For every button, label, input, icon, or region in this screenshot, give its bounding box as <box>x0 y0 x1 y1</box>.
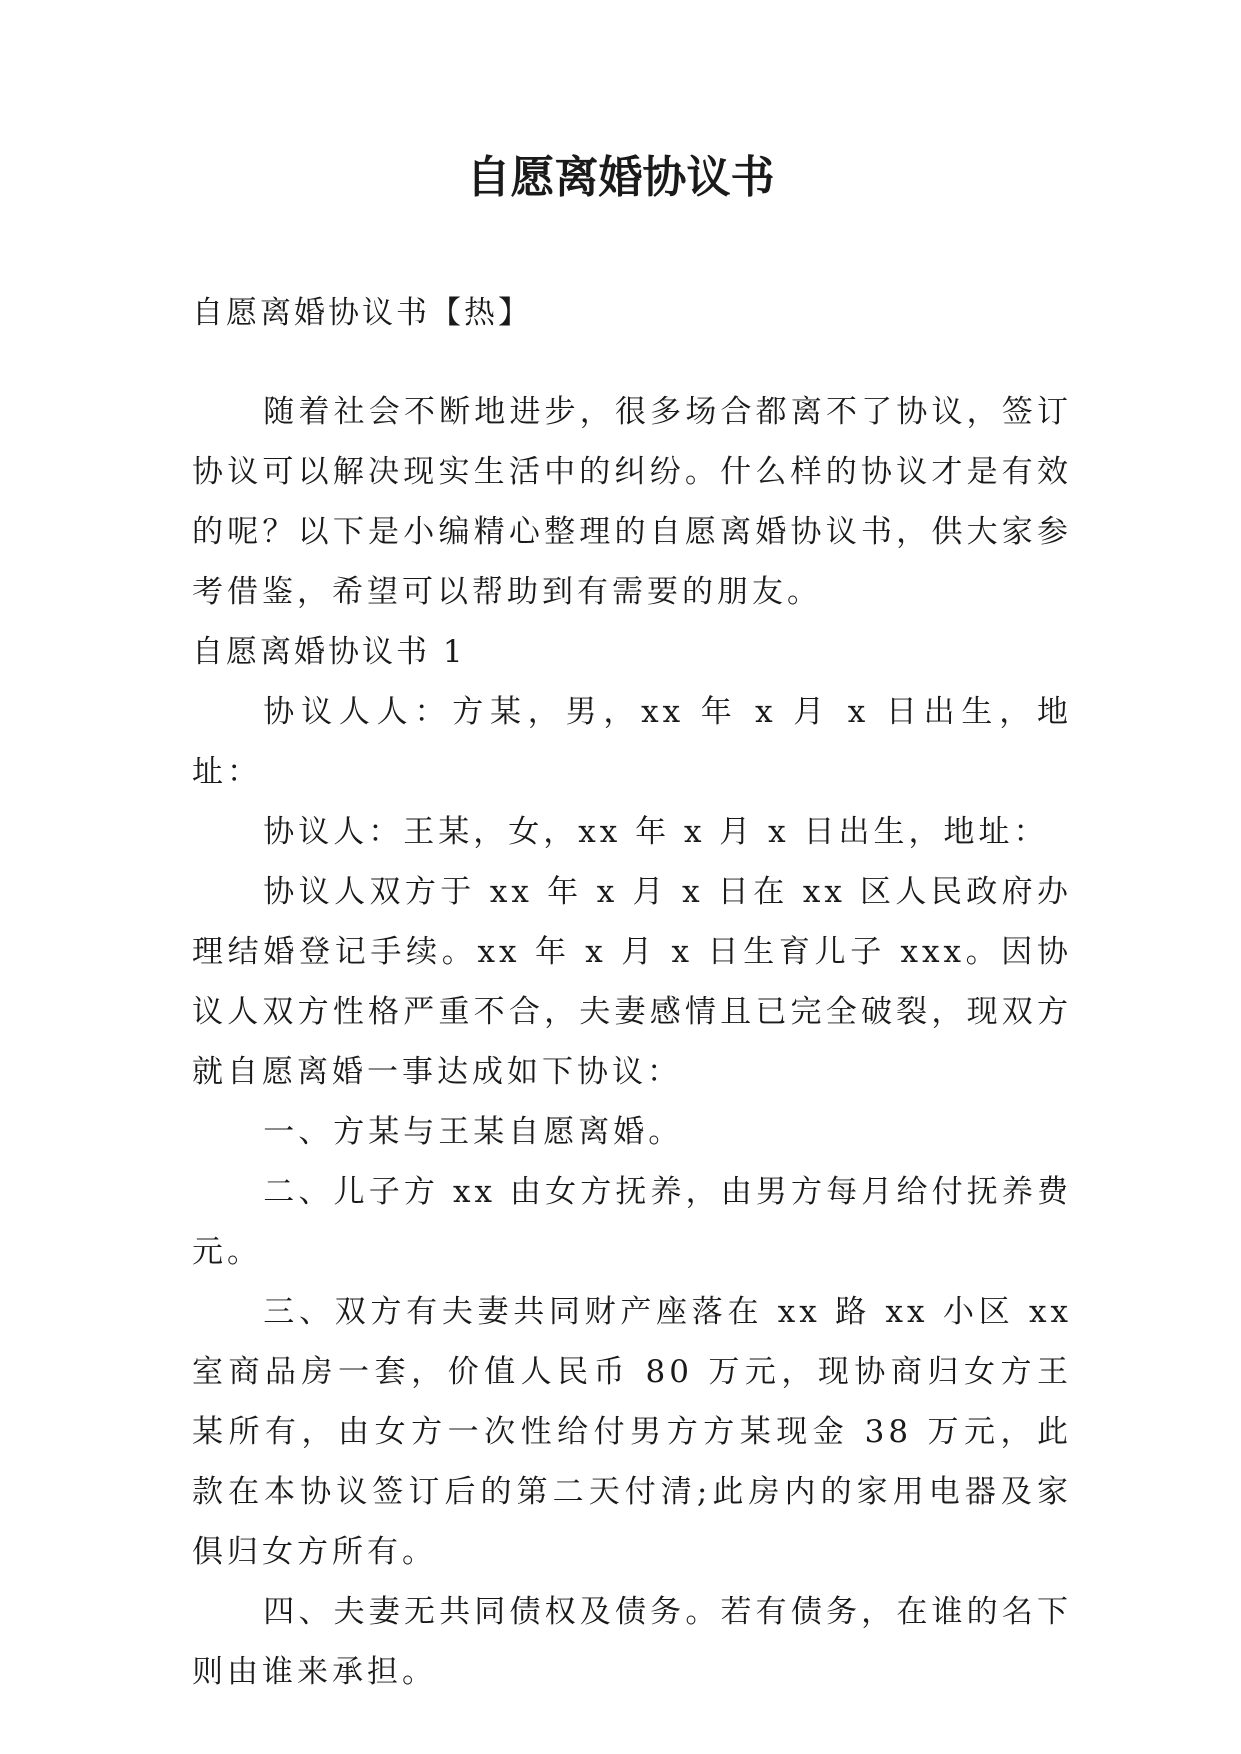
document-title: 自愿离婚协议书 <box>466 152 775 203</box>
party-b-paragraph: 协议人：王某，女，xx 年 x 月 x 日出生，地址： <box>263 814 1049 850</box>
party-a-paragraph: 协议人人：方某，男，xx 年 x 月 x 日出生，地址： <box>192 694 1072 790</box>
clause-1-paragraph: 一、方某与王某自愿离婚。 <box>263 1114 684 1150</box>
document-body <box>192 283 1072 1702</box>
clause-2-paragraph: 二、儿子方 xx 由女方抚养，由男方每月给付抚养费元。 <box>192 1174 1072 1270</box>
intro-paragraph: 随着社会不断地进步，很多场合都离不了协议，签订协议可以解决现实生活中的纠纷。什么样的协议才是有效的呢？以下是小编精心整理的自愿离婚协议书，供大家参考借鉴，希望可以帮助到有需要的朋友。 <box>192 394 1072 610</box>
clause-3-paragraph: 三、双方有夫妻共同财产座落在 xx 路 xx 小区 xx 室商品房一套，价值人民币 80 万元，现协商归女方王某所有，由女方一次性给付男方方某现金 38 万元，此款在本协议签订后的第二天付清;此房内的家用电器及家俱归女方所有。 <box>192 1294 1072 1570</box>
marriage-background-paragraph: 协议人双方于 xx 年 x 月 x 日在 xx 区人民政府办理结婚登记手续。xx 年 x 月 x 日生育儿子 xxx。因协议人双方性格严重不合，夫妻感情且已完全破裂，现双方就自愿离婚一事达成如下协议： <box>192 874 1072 1090</box>
section-heading: 自愿离婚协议书 1 <box>192 634 466 670</box>
document-subtitle: 自愿离婚协议书【热】 <box>192 295 532 331</box>
clause-4-paragraph: 四、夫妻无共同债权及债务。若有债务，在谁的名下则由谁来承担。 <box>192 1594 1072 1690</box>
